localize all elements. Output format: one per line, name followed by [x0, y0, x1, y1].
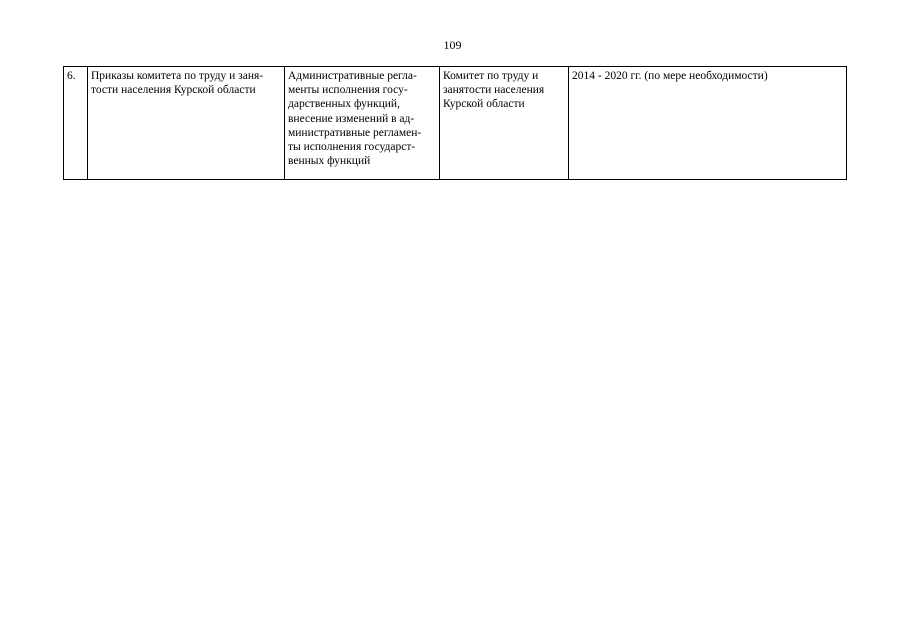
term-text: 2014 - 2020 гг. (по мере необходимости)	[572, 70, 768, 82]
document-content-line: Административные регла-	[288, 70, 417, 82]
document-table	[63, 66, 847, 180]
table-row	[64, 67, 847, 180]
document-name-line: тости населения Курской области	[91, 84, 256, 97]
document-content-line: венных функций	[288, 155, 371, 168]
document-content-line: министративные регламен-	[288, 126, 422, 139]
executor-line: Курской области	[443, 98, 525, 111]
executor-cell	[440, 67, 569, 180]
document-name-line: Приказы комитета по труду и заня-	[91, 70, 264, 82]
document-content-line: дарственных функций,	[288, 98, 400, 111]
document-name-cell	[88, 67, 285, 180]
document-content-line: менты исполнения госу-	[288, 84, 408, 97]
row-number: 6.	[67, 70, 76, 82]
page-number: 109	[443, 38, 462, 52]
executor-line: занятости населения	[443, 84, 545, 97]
row-number-cell	[64, 67, 88, 180]
document-content-line: ты исполнения государст-	[288, 141, 416, 154]
document-content-line: внесение изменений в ад-	[288, 112, 415, 125]
term-cell	[569, 67, 847, 180]
document-content-cell	[285, 67, 440, 180]
executor-line: Комитет по труду и	[443, 70, 539, 82]
